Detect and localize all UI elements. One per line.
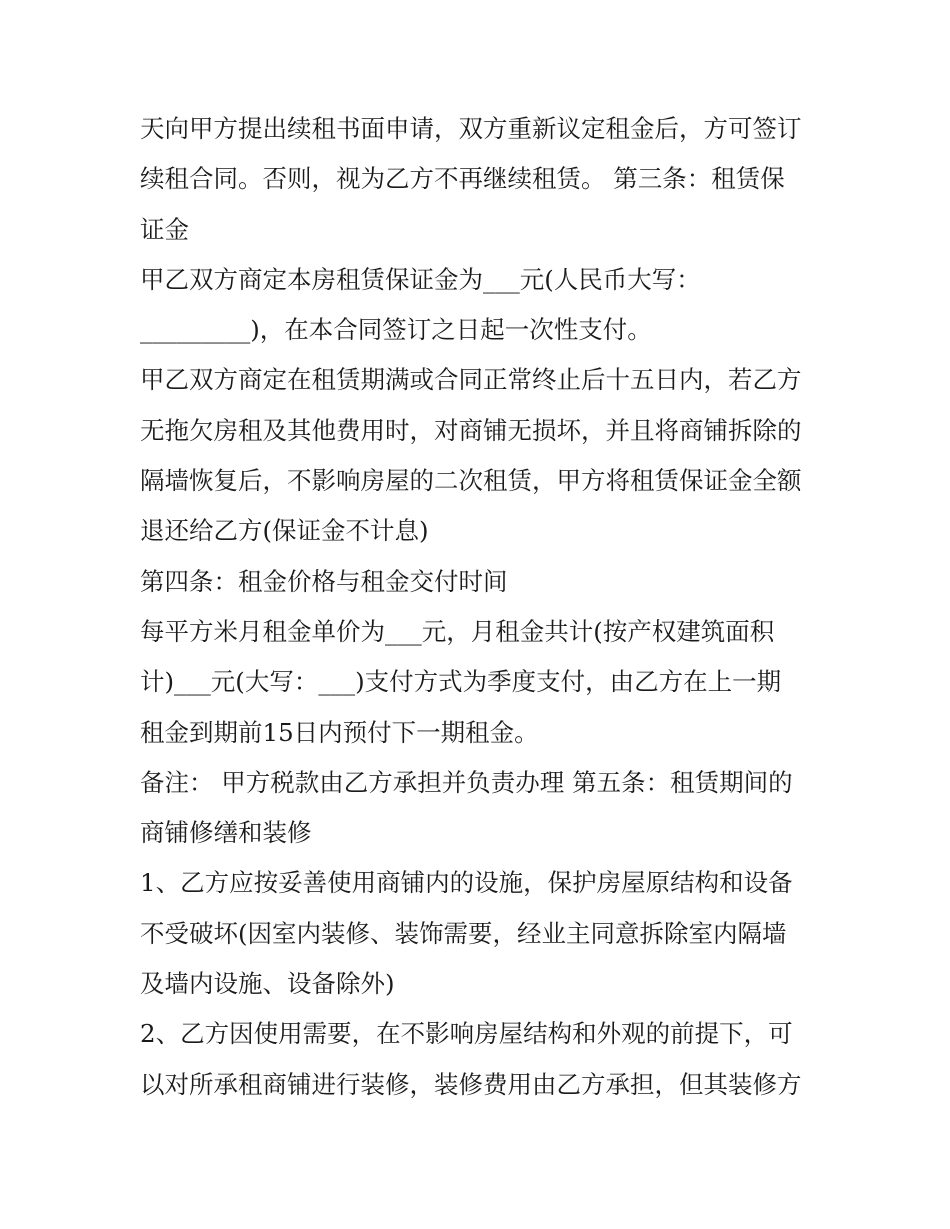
paragraph-clause-1 [140,858,820,1009]
text-line: 备注： 甲方税款由乙方承担并负责办理 第五条：租赁期间的 [140,767,793,797]
section-heading-article-4 [140,557,820,607]
text-line: 租金到期前15日内预付下一期租金。 [140,717,539,747]
paragraph-clause-2 [140,1009,820,1110]
text-line: 甲乙双方商定在租赁期满或合同正常终止后十五日内，若乙方 [140,365,802,395]
text-line: 续租合同。否则，视为乙方不再继续租赁。 第三条：租赁保 [140,164,785,194]
text-line: 甲乙双方商定本房租赁保证金为___元(人民币大写： [140,264,701,294]
text-line: 每平方米月租金单价为___元，月租金共计(按产权建筑面积 [140,616,775,646]
text-line: 2、乙方因使用需要，在不影响房屋结构和外观的前提下，可 [140,1019,793,1049]
paragraph-remark [140,758,820,859]
paragraph-rent-price [140,607,820,758]
document-body [140,104,820,1110]
text-line: 商铺修缮和装修 [140,818,312,848]
text-line: 无拖欠房租及其他费用时，对商铺无损坏，并且将商铺拆除的 [140,415,802,445]
text-line: 证金 [140,214,189,244]
text-line: _________)，在本合同签订之日起一次性支付。 [140,315,652,345]
text-line: 天向甲方提出续租书面申请，双方重新议定租金后，方可签订 [140,114,802,143]
text-line: 不受破坏(因室内装修、装饰需要，经业主同意拆除室内隔墙 [140,918,787,948]
paragraph-deposit-refund [140,355,820,556]
text-line: 第四条：租金价格与租金交付时间 [140,566,508,596]
text-line: 及墙内设施、设备除外) [140,969,395,999]
paragraph-renewal [140,104,820,255]
text-line: 隔墙恢复后，不影响房屋的二次租赁，甲方将租赁保证金全额 [140,466,802,496]
text-line: 1、乙方应按妥善使用商铺内的设施，保护房屋原结构和设备 [140,868,793,898]
text-line: 退还给乙方(保证金不计息) [140,516,429,546]
text-line: 以对所承租商铺进行装修，装修费用由乙方承担，但其装修方 [140,1069,802,1099]
text-line: 计)___元(大写：___)支付方式为季度支付，由乙方在上一期 [140,667,782,697]
paragraph-deposit-amount [140,255,820,356]
